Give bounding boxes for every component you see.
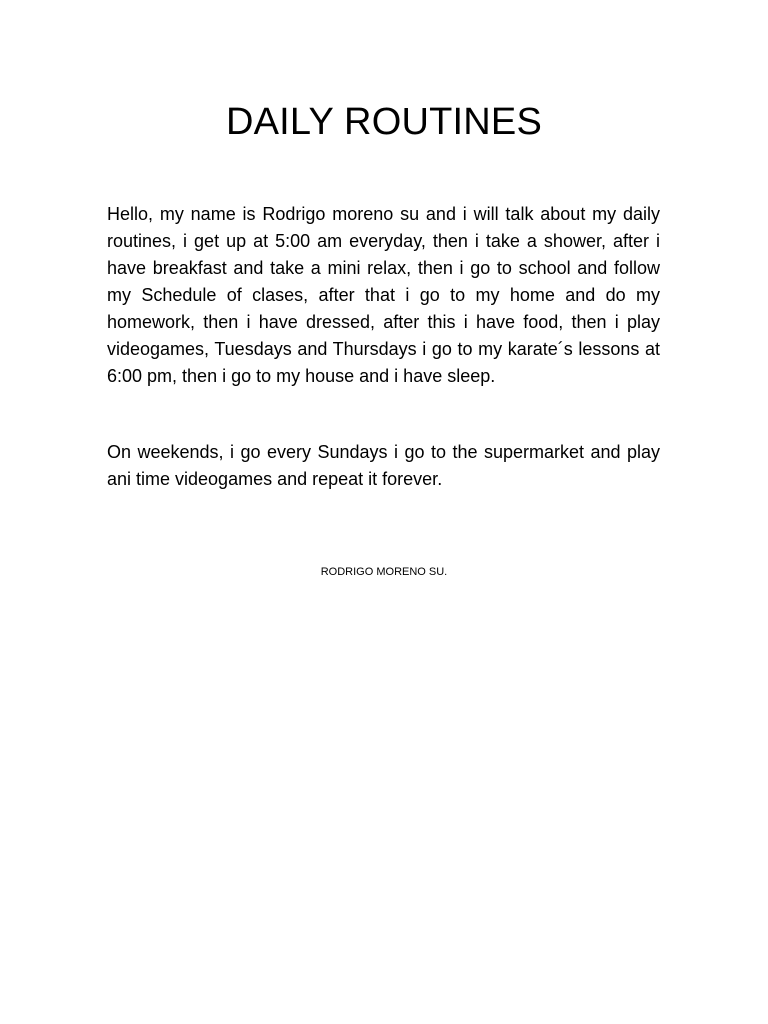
body-paragraph-routines: Hello, my name is Rodrigo moreno su and i will talk about my daily routines, i get up at 5:00 am everyday, then i take a shower, after i have breakfast and take a mini relax, then i go to school and follow my Schedule of clases, after that i go to my home and do my homework, then i have dressed, after this i have food, then i play videogames, Tuesdays and Thursdays i go to my karate´s lessons at 6:00 pm, then i go to my house and i have sleep.	[107, 204, 660, 386]
body-paragraph-weekends: On weekends, i go every Sundays i go to the supermarket and play ani time videogames and repeat it forever.	[107, 442, 660, 489]
author-signature: RODRIGO MORENO SU.	[320, 566, 448, 578]
page-title: DAILY ROUTINES	[225, 101, 543, 143]
